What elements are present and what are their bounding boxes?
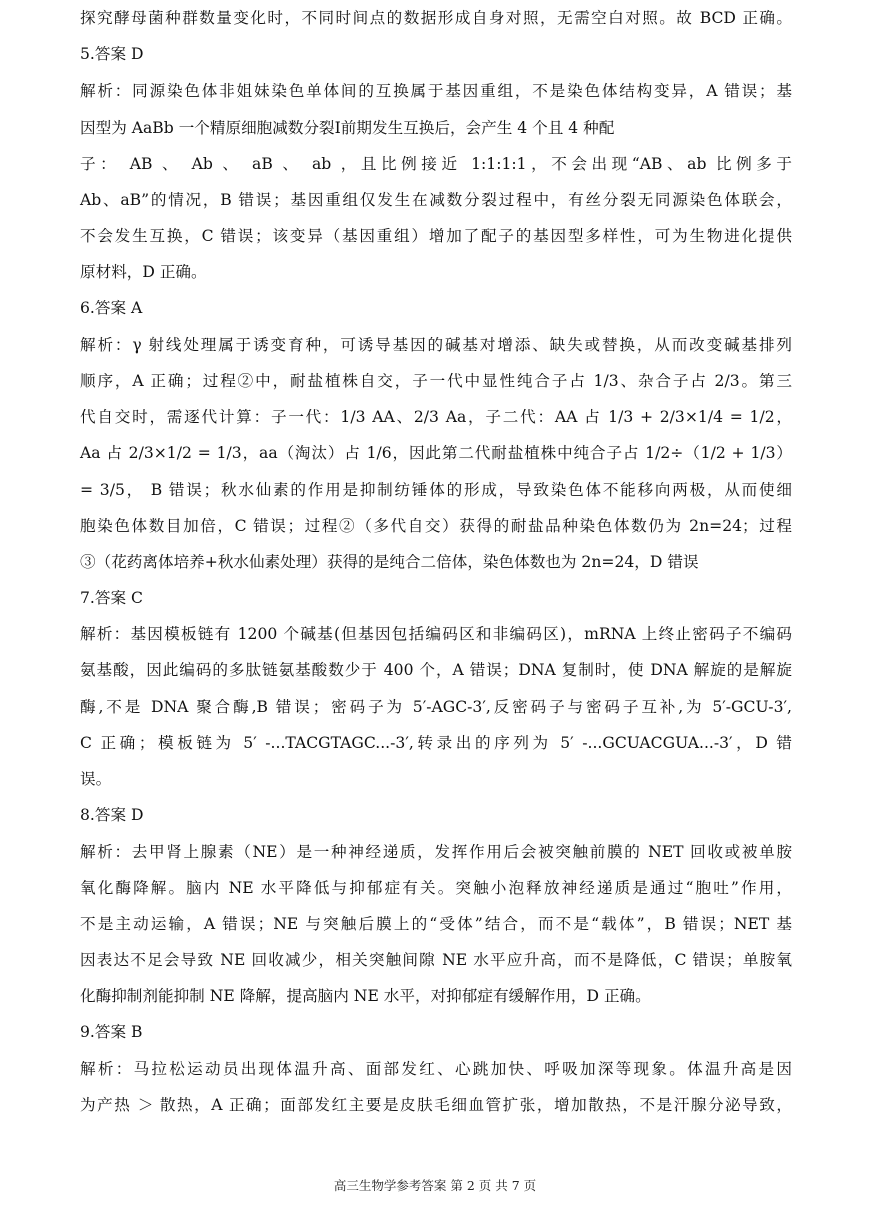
text-line: 解析：去甲肾上腺素（NE）是一种神经递质，发挥作用后会被突触前膜的 NET 回收或被单胺	[80, 843, 792, 861]
text-line: 解析：同源染色体非姐妹染色单体间的互换属于基因重组，不是染色体结构变异，A 错误；基	[80, 82, 792, 100]
text-line: ③（花药离体培养+秋水仙素处理）获得的是纯合二倍体，染色体数也为 2n=24，D 错误	[80, 553, 699, 571]
text-line: 顺序，A 正确；过程②中，耐盐植株自交，子一代中显性纯合子占 1/3、杂合子占 2/3。第三	[80, 372, 792, 390]
text-line: Ab、aB”的情况，B 错误；基因重组仅发生在减数分裂过程中，有丝分裂无同源染色体联会，	[80, 191, 792, 209]
text-line: 解析：马拉松运动员出现体温升高、面部发红、心跳加快、呼吸加深等现象。体温升高是因	[80, 1060, 792, 1078]
text-line: 为产热 ＞ 散热，A 正确；面部发红主要是皮肤毛细血管扩张，增加散热，不是汗腺分泌导致，	[80, 1096, 792, 1114]
text-line: 解析：基因模板链有 1200 个碱基(但基因包括编码区和非编码区)，mRNA 上终止密码子不编码	[80, 625, 792, 643]
answer-heading-5: 5.答案 D	[80, 45, 144, 63]
text-line: 因表达不足会导致 NE 回收减少，相关突触间隙 NE 水平应升高，而不是降低，C 错误；单胺氧	[80, 951, 792, 969]
text-line: 不会发生互换，C 错误；该变异（基因重组）增加了配子的基因型多样性，可为生物进化提供	[80, 227, 792, 245]
text-line: 氧化酶降解。脑内 NE 水平降低与抑郁症有关。突触小泡释放神经递质是通过“胞吐”作用，	[80, 879, 792, 897]
answer-heading-9: 9.答案 B	[80, 1023, 143, 1041]
text-line: 化酶抑制剂能抑制 NE 降解，提高脑内 NE 水平，对抑郁症有缓解作用，D 正确。	[80, 987, 651, 1005]
text-line: 原材料，D 正确。	[80, 263, 207, 281]
text-line: 氨基酸，因此编码的多肽链氨基酸数少于 400 个，A 错误；DNA 复制时，使 DNA 解旋的是解旋	[80, 661, 792, 679]
answer-heading-7: 7.答案 C	[80, 589, 143, 607]
text-line: C 正确；模板链为 5′ -...TACGTAGC...-3′,转录出的序列为 5′ -...GCUACGUA...-3′，D 错	[80, 734, 792, 752]
text-line: 胞染色体数目加倍，C 错误；过程②（多代自交）获得的耐盐品种染色体数仍为 2n=24；过程	[80, 517, 792, 535]
page-footer: 高三生物学参考答案 第 2 页 共 7 页	[333, 1178, 537, 1193]
text-line: 酶,不是 DNA 聚合酶,B 错误；密码子为 5′-AGC-3′,反密码子与密码子互补,为 5′-GCU-3′,	[80, 698, 792, 716]
text-line: 代自交时，需逐代计算：子一代：1/3 AA、2/3 Aa，子二代：AA 占 1/3 + 2/3×1/4 = 1/2，	[80, 408, 792, 426]
text-line: 误。	[80, 770, 112, 788]
answer-heading-8: 8.答案 D	[80, 806, 144, 824]
text-line: Aa 占 2/3×1/2 = 1/3，aa（淘汰）占 1/6，因此第二代耐盐植株中纯合子占 1/2÷（1/2 + 1/3）	[80, 444, 792, 462]
text-line: 子： AB 、 Ab 、 aB 、 ab ，且比例接近 1:1:1:1，不会出现“AB、ab 比例多于	[80, 155, 792, 173]
answer-heading-6: 6.答案 A	[80, 299, 143, 317]
text-line: 因型为 AaBb 一个精原细胞减数分裂Ⅰ前期发生互换后，会产生 4 个且 4 种配	[80, 119, 615, 137]
text-line: 解析：γ 射线处理属于诱变育种，可诱导基因的碱基对增添、缺失或替换，从而改变碱基排列	[80, 336, 792, 354]
text-line: 不是主动运输，A 错误；NE 与突触后膜上的“受体”结合，而不是“载体”，B 错误；NET 基	[80, 915, 792, 933]
text-line: = 3/5， B 错误；秋水仙素的作用是抑制纺锤体的形成，导致染色体不能移向两极，从而使细	[80, 481, 792, 499]
text-line: 探究酵母菌种群数量变化时，不同时间点的数据形成自身对照，无需空白对照。故 BCD 正确。	[80, 9, 792, 27]
